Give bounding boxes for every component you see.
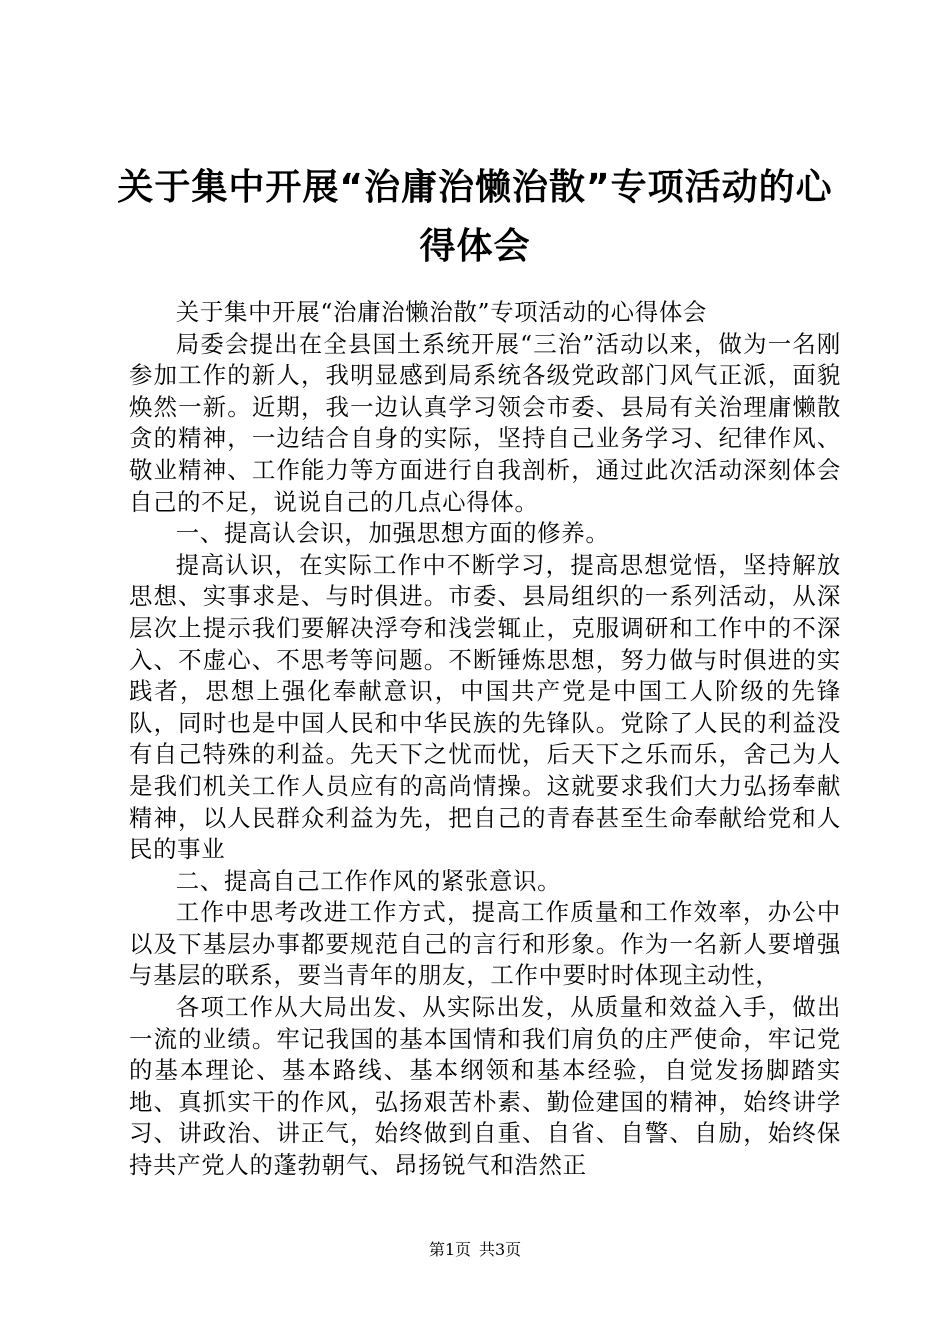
paragraph-intro: 局委会提出在全县国土系统开展“三治”活动以来，做为一名刚参加工作的新人，我明显感到局系统各级党政部门风气正派，面貌焕然一新。近期，我一边认真学习领会市委、县局有关治理庸懒散贪的精神，一边结合自身的实际，坚持自己业务学习、纪律作风、敬业精神、工作能力等方面进行自我剖析，通过此次活动深刻体会自己的不足，说说自己的几点心得体。 <box>129 329 841 516</box>
document-body <box>129 297 841 1182</box>
document-title-line-1: 关于集中开展“治庸治懒治散”专项活动的心 <box>117 167 833 208</box>
paragraph-subtitle: 关于集中开展“治庸治懒治散”专项活动的心得体会 <box>175 298 708 326</box>
paragraph-section-1: 提高认识，在实际工作中不断学习，提高思想觉悟，坚持解放思想、实事求是、与时俱进。市委、县局组织的一系列活动，从深层次上提示我们要解决浮夸和浅尝辄止，克服调研和工作中的不深入、不虚心、不思考等问题。不断锤炼思想，努力做与时俱进的实践者，思想上强化奉献意识，中国共产党是中国工人阶级的先锋队，同时也是中国人民和中华民族的先锋队。党除了人民的利益没有自己特殊的利益。先天下之忧而忧，后天下之乐而乐，舍己为人是我们机关工作人员应有的高尚情操。这就要求我们大力弘扬奉献精神，以人民群众利益为先，把自己的青春甚至生命奉献给党和人民的事业 <box>129 550 841 864</box>
page-number: 第1页 <box>428 1240 471 1259</box>
section-heading-2: 二、提高自己工作作风的紧张意识。 <box>175 866 562 895</box>
document-title-line-2: 得体会 <box>419 226 531 267</box>
paragraph-section-2b: 各项工作从大局出发、从实际出发，从质量和效益入手，做出一流的业绩。牢记我国的基本国情和我们肩负的庄严使命，牢记党的基本理论、基本路线、基本纲领和基本经验，自觉发扬脚踏实地、真抓实干的作风，弘扬艰苦朴素、勤俭建国的精神，始终讲学习、讲政治、讲正气，始终做到自重、自省、自警、自励，始终保持共产党人的蓬勃朝气、昂扬锐气和浩然正 <box>129 993 841 1180</box>
page-total: 共3页 <box>479 1240 522 1259</box>
section-heading-1: 一、提高认会识，加强思想方面的修养。 <box>175 519 610 548</box>
page-footer <box>0 1240 950 1260</box>
paragraph-section-2a: 工作中思考改进工作方式，提高工作质量和工作效率，办公中以及下基层办事都要规范自己的言行和形象。作为一名新人要增强与基层的联系，要当青年的朋友，工作中要时时体现主动性， <box>129 898 841 990</box>
